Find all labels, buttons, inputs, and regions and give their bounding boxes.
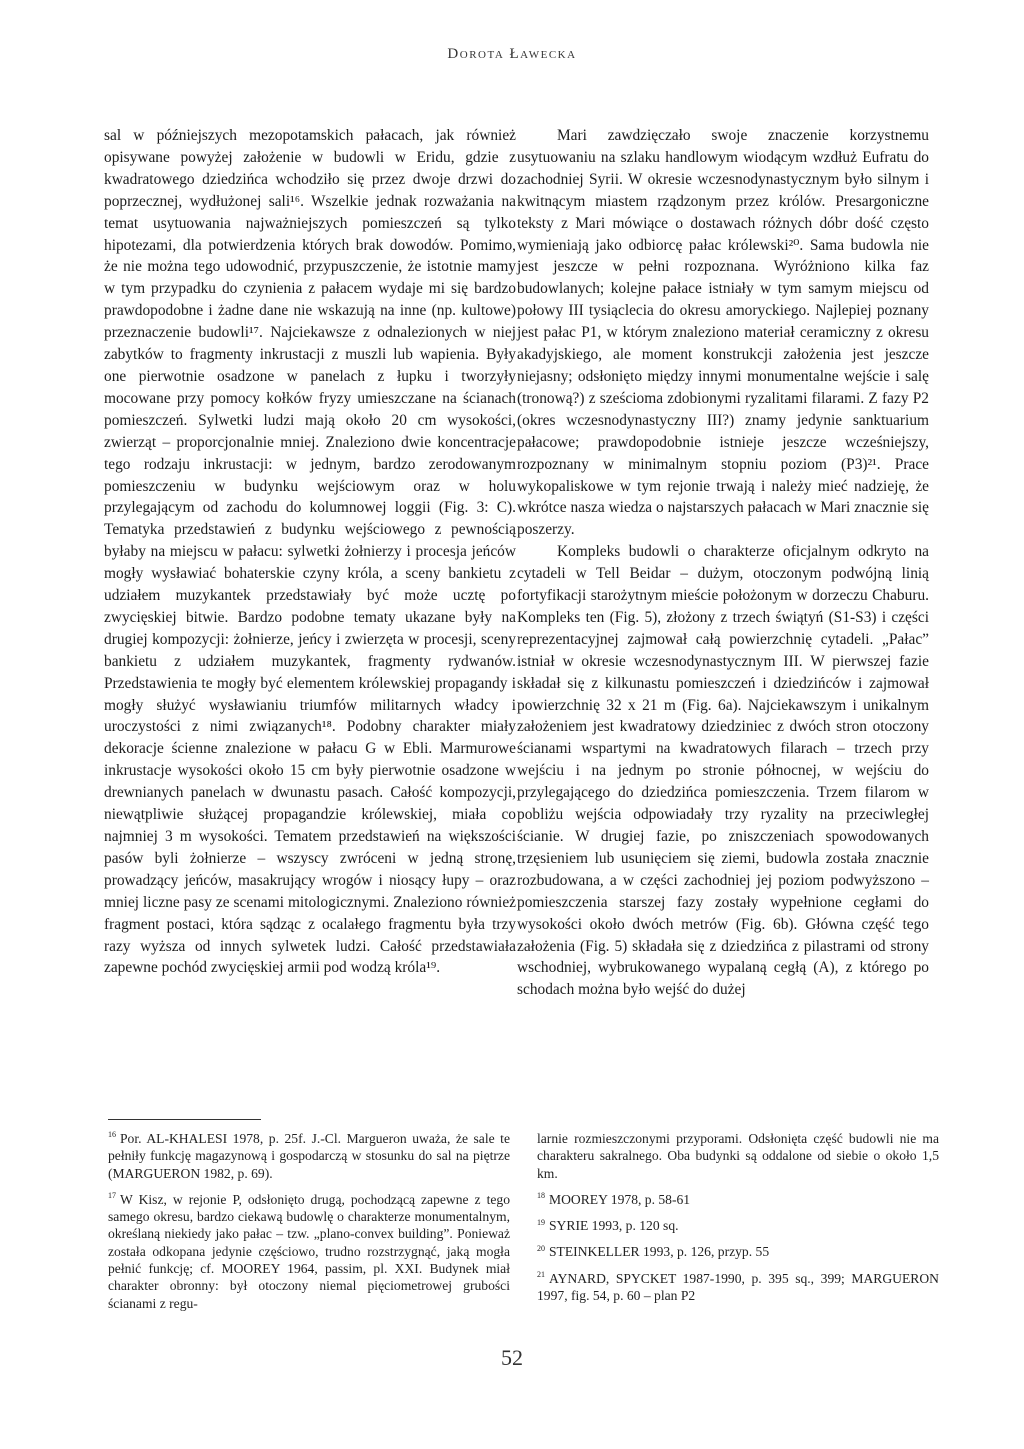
page-number: 52 [501,1345,523,1370]
footnote-number: 19 [537,1217,545,1227]
footnote-21 [537,1270,939,1305]
footnote-text: SYRIE 1993, p. 120 sq. [549,1218,679,1234]
footnote-text: Por. AL-KHALESI 1978, p. 25f. J.-Cl. Margueron uważa, że sale te pełniły funkcję magazynową i gospodarczą w stosunku do sal na piętrze (MARGUERON 1982, p. 69). [108,1131,510,1181]
footnote-17-continuation: larnie rozmieszczonymi przyporami. Odsłonięta część budowli nie ma charakteru sakralnego. Oba budynki są oddalone od siebie o około 1,5 km. [537,1131,939,1181]
footnote-17 [108,1191,510,1312]
footnote-number: 18 [537,1191,545,1201]
footnote-text: STEINKELLER 1993, p. 126, przyp. 55 [549,1244,770,1260]
footnote-text: AYNARD, SPYCKET 1987-1990, p. 395 sq., 399; MARGUERON 1997, fig. 54, p. 60 – plan P2 [537,1270,939,1304]
footnotes-left-column [108,1130,510,1321]
footnote-number: 17 [108,1191,116,1201]
footnote-text: MOOREY 1978, p. 58-61 [549,1191,691,1207]
left-paragraph-1: sal w późniejszych mezopotamskich pałacach, jak również opisywane powyżej założenie w budowli w Eridu, gdzie z kwadratowego dziedzińca wchodziło się przez dwoje drzwi do poprzecznej, wydłużonej sali¹⁶. Wszelkie jednak rozważania na temat usytuowania najważniejszych pomieszczeń są tylko hipotezami, dla potwierdzenia których brak dowodów. Pomimo, że nie można tego udowodnić, przypuszczenie, że istotnie mamy w tym przypadku do czynienia z pałacem wydaje mi się bardzo prawdopodobne i żadne dane nie wskazują na inne (np. kultowe) przeznaczenie budowli¹⁷. Najciekawsze z odnalezionych w niej zabytków to fragmenty inkrustacji z muszli lub wapienia. Były one pierwotnie osadzone w panelach z łupku i tworzyły mocowane przy pomocy kołków fryzy umieszczane na ścianach pomieszczeń. Sylwetki ludzi mają około 20 cm wysokości, zwierząt – proporcjonalnie mniej. Znaleziono dwie koncentracje tego rodzaju inkrustacji: w jednym, bardzo zerodowanym pomieszczeniu w budynku wejściowym oraz w holu przylegającym od zachodu do kolumnowej loggii (Fig. 3: C). Tematyka przedstawień z budynku wejściowego z pewnością byłaby na miejscu w pałacu: sylwetki żołnierzy i procesja jeńców mogły wysławiać bohaterskie czyny króla, a sceny bankietu z udziałem muzykantek przedstawiały być może ucztę po zwycięskiej bitwie. Bardzo podobne tematy ukazane były na drugiej kompozycji: żołnierze, jeńcy i zwierzęta w procesji, sceny bankietu z udziałem muzykantek, fragmenty rydwanów. Przedstawienia te mogły być elementem królewskiej propagandy i mogły służyć wysławianiu triumfów militarnych władcy i uroczystości z nimi związanych¹⁸. Podobny charakter miały dekoracje ścienne znalezione w pałacu G w Ebli. Marmurowe inkrustacje wysokości około 15 cm były pierwotnie osadzone w drewnianych panelach w dwunastu pasach. Całość kompozycji, niewątpliwie służącej propagandzie królewskiej, miała co najmniej 3 m wysokości. Tematem przedstawień na większości pasów byli żołnierze – wszyscy zwróceni w jedną stronę, prowadzący jeńców, masakrujący wrogów i niosący łupy – oraz mniej liczne pasy ze scenami mitologicznymi. Znaleziono również fragment postaci, która sądząc z ocalałego fragmentu była trzy razy wyższa od innych sylwetek ludzi. Całość przedstawiała zapewne pochód zwycięskiej armii pod wodzą króla¹⁹. [104,127,516,977]
footnote-19 [537,1217,939,1234]
running-header: Dorota Ławecka [447,46,577,62]
footnote-separator [108,1119,261,1120]
right-paragraph-2: Kompleks budowli o charakterze oficjalnym odkryto na cytadeli w Tell Beidar – dużym, otoczonym podwójną linią fortyfikacji starożytnym mieście położonym w dorzeczu Chaburu. Kompleks ten (Fig. 5), złożony z trzech świątyń (S1-S3) i części reprezentacyjnej zajmował całą powierzchnię cytadeli. „Pałac” istniał w okresie wczesnodynastycznym III. W pierwszej fazie składał się z kilkunastu pomieszczeń i dziedzińców i zajmował powierzchnię 32 x 21 m (Fig. 6a). Najciekawszym i unikalnym założeniem jest kwadratowy dziedziniec z dwóch stron otoczony ścianami wspartymi na kwadratowych filarach – trzech przy wejściu i na jednym po stronie północnej, w wejściu do przylegającego do dziedzińca pomieszczenia. Trzem filarom w pobliżu wejścia odpowiadały trzy ryzality na przeciwległej ścianie. W drugiej fazie, po zniszczeniach spowodowanych trzęsieniem lub usunięciem się ziemi, budowla została znacznie rozbudowana, a w części zachodniej jej poziom podwyższono – pomieszczenia starszej fazy zostały wypełnione cegłami do wysokości około dwóch metrów (Fig. 6b). Główna część tego założenia (Fig. 5) składała się z dziedzińca z pilastrami od strony wschodniej, wybrukowanego wypalaną cegłą (A), z którego po schodach można było wejść do dużej [517,543,929,999]
footnote-18 [537,1191,939,1208]
footnote-16 [108,1130,510,1182]
footnote-number: 16 [108,1130,116,1140]
footnote-number: 20 [537,1243,545,1253]
footnote-text: W Kisz, w rejonie P, odsłonięto drugą, pochodzącą zapewne z tego samego okresu, bardzo ciekawą budowlę o charakterze monumentalnym, określaną niekiedy jako pałac – tzw. „plano-convex building”. Ponieważ została odkopana jedynie częściowo, trudno rozstrzygnąć, jaką mogła pełnić funkcję; cf. MOOREY 1964, passim, pl. XXI. Budynek miał charakter obronny: był otoczony niemal pięciometrowej grubości ścianami z regu- [108,1191,510,1311]
footnote-20 [537,1243,939,1260]
right-paragraph-1: Mari zawdzięczało swoje znaczenie korzystnemu usytuowaniu na szlaku handlowym wiodącym wzdłuż Eufratu do zachodniej Syrii. W okresie wczesnodynastycznym było silnym i kwitnącym miastem rządzonym przez królów. Presargoniczne teksty z Mari mówiące o dostawach różnych dóbr dość często wymieniają jako odbiorcę pałac królewski²⁰. Sama budowla nie jest jeszcze w pełni rozpoznana. Wyróżniono kilka faz budowlanych; kolejne pałace istniały w tym samym miejscu od połowy III tysiąclecia do okresu amoryckiego. Najlepiej poznany jest pałac P1, w którym znaleziono materiał ceramiczny z okresu akadyjskiego, ale moment konstrukcji założenia jest jeszcze niejasny; odsłonięto między innymi monumentalne wejście i salę (tronową?) z sześcioma zdobionymi ryzalitami filarami. Z fazy P2 (okres wczesnodynastyczny III?) znamy jedynie sanktuarium pałacowe; prawdopodobnie istnieje jeszcze wcześniejszy, rozpoznany w minimalnym stopniu poziom (P3)²¹. Prace wykopaliskowe w tym rejonie trwają i należy mieć nadzieję, że wkrótce nasza wiedza o najstarszych pałacach w Mari znacznie się poszerzy. [517,127,929,539]
footnotes-right-column [537,1130,939,1313]
right-text-column [517,125,929,1001]
footnote-number: 21 [537,1270,545,1280]
left-text-column [104,125,516,979]
